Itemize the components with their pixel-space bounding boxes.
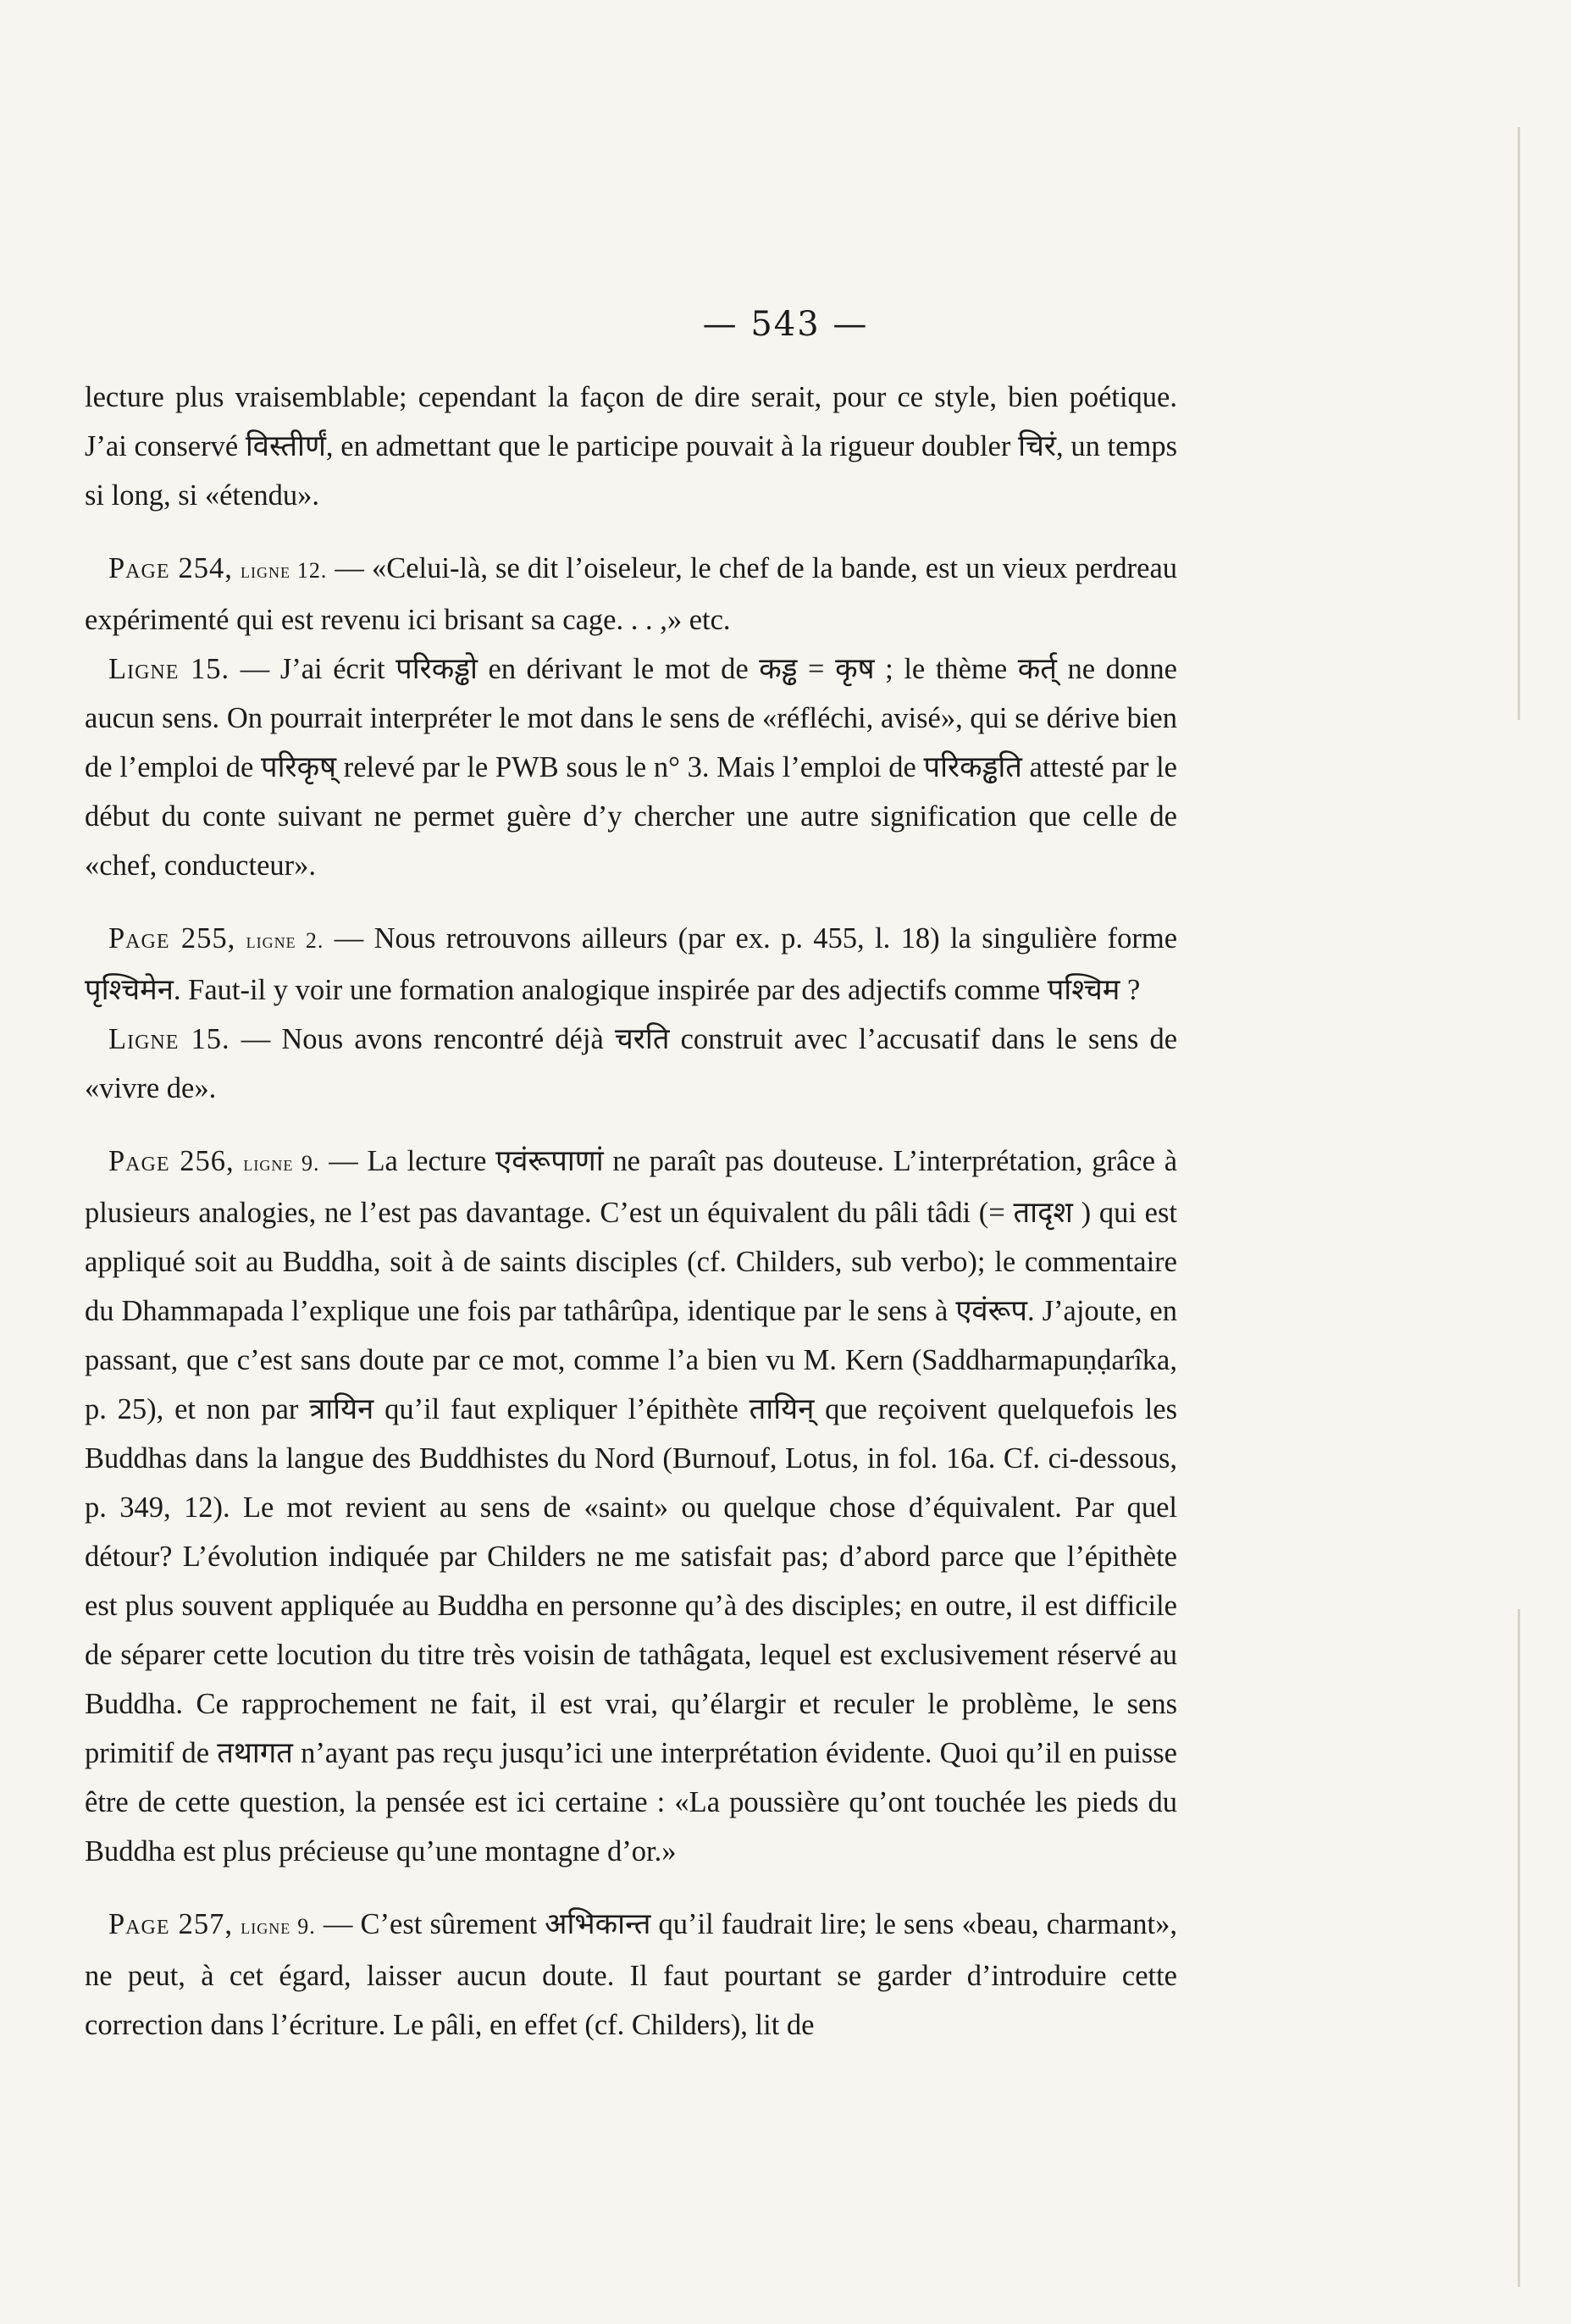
paragraph-text: — La lecture एवंरूपाणां ne paraît pas douteuse. L’interprétation, grâce à plusieurs analogies, ne l’est pas davantage. C’est un équivalent du pâli tâdi (= तादृश ) qui est appliqué soit au Buddha, soit à de saints disciples (cf. Childers, sub verbo); le commentaire du Dhammapada l’explique une fois par tathârûpa, identique par le sens à एवंरूप. J’ajoute, en passant, que c’est sans doute par ce mot, comme l’a bien vu M. Kern (Saddharmapuṇḍarîka, p. 25), et non par त्रायिन qu’il faut expliquer l’épithète तायिन् que reçoivent quelquefois les Buddhas dans la langue des Buddhistes du Nord (Burnouf, Lotus, in fol. 16a. Cf. ci-dessous, p. 349, 12). Le mot revient au sens de «saint» ou quelque chose d’équivalent. Par quel détour? L’évolution indiquée par Childers ne me satisfait pas; d’abord parce que l’épithète est plus souvent appliquée au Buddha en personne qu’à des disciples; en outre, il est difficile de séparer cette locution du titre très voisin de tathâgata, lequel est exclusivement réservé au Buddha. Ce rapprochement ne fait, il est vrai, qu’élargir et reculer le problème, le sens primitif de तथागत n’ayant pas reçu jusqu’ici une interprétation évidente. Quoi qu’il en puisse être de cette question, la pensée est ici certaine : «La poussière qu’ont touchée les pieds du Buddha est plus précieuse qu’une montagne d’or.» [85, 1145, 1178, 1868]
paragraph-text: — J’ai écrit परिकड्ढो en dérivant le mot de कड्ढ = कृष ; le thème कर्त् ne donne aucun sens. On pourrait interpréter le mot dans le sens de «réfléchi, avisé», qui se dérive bien de l’emploi de परिकृष् relevé par le PWB sous le n° 3. Mais l’emploi de परिकड्ढति attesté par le début du conte suivant ne permet guère d’y chercher une autre signification que celle de «chef, conducteur». [85, 653, 1177, 882]
paragraph-page-254 [85, 544, 1177, 645]
ref-page: Page 254, [108, 552, 233, 584]
ref-page: Page 257, [108, 1908, 234, 1940]
ref-line: ligne 9. [243, 1151, 320, 1176]
ref-line: Ligne 15. [108, 1023, 230, 1055]
paragraph-line-15b [85, 1015, 1177, 1113]
ref-line: ligne 9. [241, 1914, 316, 1939]
paragraph-text: — «Celui-là, se dit l’oiseleur, le chef de la bande, est un vieux perdreau expérimenté qui est revenu ici brisant sa cage. . . ,» etc. [85, 552, 1178, 636]
ref-line: ligne 12. [240, 558, 328, 583]
paragraph-page-255 [85, 914, 1177, 1015]
paragraph-page-257 [85, 1900, 1177, 2050]
paragraph-line-15 [85, 645, 1177, 890]
ref-page: Page 256, [108, 1145, 235, 1177]
paragraph-text: lecture plus vraisemblable; cependant la façon de dire serait, pour ce style, bien poétique. J’ai conservé विस्तीर्णं, en admettant que le participe pouvait à la rigueur doubler चिरं, un temps si long, si «étendu». [85, 381, 1177, 512]
paragraph-text: — Nous avons rencontré déjà चरति construit avec l’accusatif dans le sens de «vivre de». [85, 1023, 1178, 1104]
paragraph-page-256 [85, 1137, 1177, 1876]
page-number: — 543 — [702, 305, 869, 344]
ref-page: Page 255, [108, 922, 236, 955]
ref-line: ligne 2. [246, 928, 324, 953]
paragraph-text: — Nous retrouvons ailleurs (par ex. p. 455, l. 18) la singulière forme पृश्चिमेन. Faut-il y voir une formation analogique inspirée par des adjectifs comme पश्चिम ? [85, 922, 1178, 1006]
binding-edge-mark [1518, 127, 1520, 720]
paragraph-text: — C’est sûrement अभिकान्त qu’il faudrait lire; le sens «beau, charmant», ne peut, à cet égard, laisser aucun doute. Il faut pourtant se garder d’introduire cette correction dans l’écriture. Le pâli, en effet (cf. Childers), lit de [85, 1908, 1177, 2041]
ref-line: Ligne 15. [108, 653, 230, 685]
page-body [85, 373, 1177, 2050]
binding-edge-mark [1518, 1609, 1520, 2287]
paragraph-intro [85, 373, 1177, 520]
